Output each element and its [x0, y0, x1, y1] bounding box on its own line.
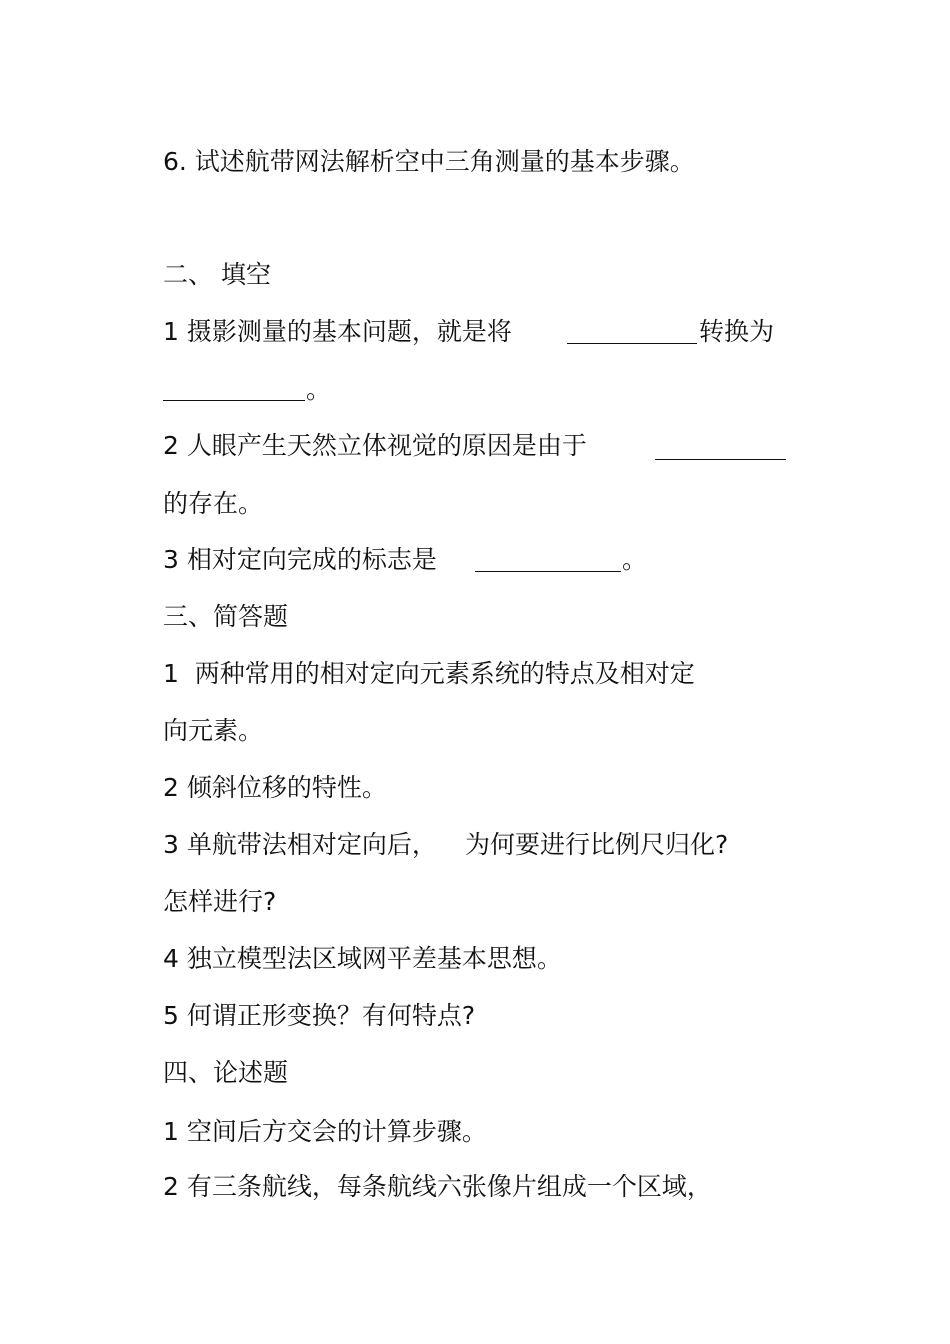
short-answer-5: 5 何谓正形变换？有何特点?: [163, 1001, 476, 1030]
fill-2-text: 2 人眼产生天然立体视觉的原因是由于: [163, 431, 587, 460]
fill-3-text-b: 。: [622, 545, 648, 574]
essay-2: 2 有三条航线，每条航线六张像片组成一个区域，: [163, 1172, 712, 1201]
fill-1-blank-2: [163, 400, 305, 401]
fill-1-text-c: 。: [306, 375, 332, 404]
section-3-heading: 三、简答题: [163, 602, 289, 631]
short-answer-3: 3 单航带法相对定向后，: [163, 830, 437, 859]
short-answer-2: 2 倾斜位移的特性。: [163, 773, 387, 802]
fill-1-blank-1: [567, 343, 697, 344]
short-answer-3-cont: 怎样进行?: [163, 887, 277, 916]
short-answer-3-b: 为何要进行比例尺归化?: [465, 830, 729, 859]
fill-3-text: 3 相对定向完成的标志是: [163, 545, 437, 574]
fill-1-text-b: 转换为: [699, 317, 775, 346]
fill-2-blank: [655, 459, 786, 460]
fill-2-text-b: 的存在。: [163, 489, 264, 518]
fill-3-blank: [475, 571, 621, 572]
short-answer-1: 1 两种常用的相对定向元素系统的特点及相对定: [163, 659, 695, 688]
section-2-heading: 二、 填空: [163, 260, 271, 289]
section-4-heading: 四、论述题: [163, 1058, 289, 1087]
short-answer-1-cont: 向元素。: [163, 716, 264, 745]
essay-1: 1 空间后方交会的计算步骤。: [163, 1117, 487, 1146]
question-6: 6. 试述航带网法解析空中三角测量的基本步骤。: [163, 147, 695, 176]
fill-1-text: 1 摄影测量的基本问题，就是将: [163, 317, 512, 346]
short-answer-4: 4 独立模型法区域网平差基本思想。: [163, 944, 562, 973]
